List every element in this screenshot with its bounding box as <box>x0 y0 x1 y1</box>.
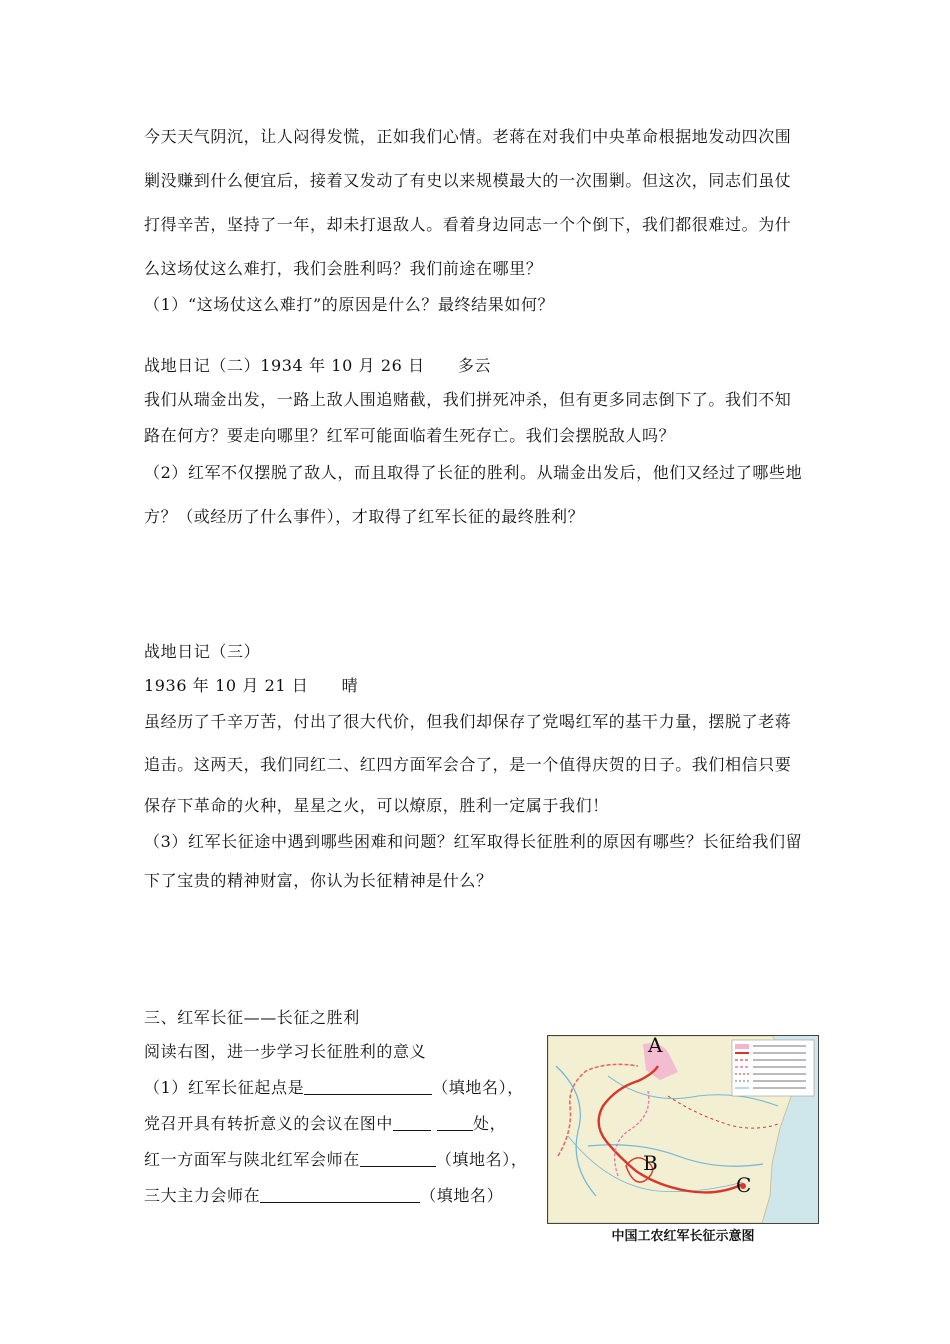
fill-4-suffix: （填地名） <box>420 1186 504 1205</box>
diary1-line-3: 打得辛苦，坚持了一年，却未打退敌人。看着身边同志一个个倒下，我们都很难过。为什 <box>144 215 792 234</box>
question-3-line-2: 下了宝贵的精神财富，你认为长征精神是什么？ <box>144 871 493 890</box>
fill-line-1 <box>144 1077 524 1099</box>
fill-3-suffix: （填地名）， <box>435 1150 528 1169</box>
diary3-title: 战地日记（三） <box>144 642 261 661</box>
fill-line-2 <box>144 1113 506 1135</box>
long-march-map-svg <box>548 1036 818 1223</box>
map-caption: 中国工农红军长征示意图 <box>611 1229 755 1244</box>
question-2-line-1: （2）红军不仅摆脱了敌人，而且取得了长征的胜利。从瑞金出发后，他们又经过了哪些地 <box>144 463 803 482</box>
blank-start-point[interactable] <box>304 1078 432 1095</box>
diary2-header: 战地日记（二）1934 年 10 月 26 日 多云 <box>144 356 492 375</box>
section-3-intro: 阅读右图，进一步学习长征胜利的意义 <box>144 1042 427 1061</box>
question-3-line-1: （3）红军长征途中遇到哪些困难和问题？红军取得长征胜利的原因有哪些？长征给我们留 <box>144 832 803 851</box>
question-1: （1）“这场仗这么难打”的原因是什么？最终结果如何？ <box>144 295 555 314</box>
long-march-map <box>547 1035 819 1224</box>
diary3-line-1: 虽经历了千辛万苦，付出了很大代价，但我们却保存了党喝红军的基干力量，摆脱了老蒋 <box>144 712 792 731</box>
map-label-b: B <box>643 1151 658 1175</box>
fill-line-3 <box>144 1149 527 1171</box>
fill-1-prefix: （1）红军长征起点是 <box>144 1078 305 1097</box>
blank-shaanbei-meeting[interactable] <box>360 1150 436 1167</box>
diary3-line-3: 保存下革命的火种，星星之火，可以燎原，胜利一定属于我们！ <box>144 796 609 815</box>
fill-line-4 <box>144 1185 503 1207</box>
diary3-line-2: 追击。这两天，我们同红二、红四方面军会合了，是一个值得庆贺的日子。我们相信只要 <box>144 755 792 774</box>
blank-meeting-b[interactable] <box>437 1114 473 1131</box>
map-label-c: C <box>736 1173 752 1197</box>
blank-meeting-a[interactable] <box>393 1114 431 1131</box>
blank-three-armies-meeting[interactable] <box>260 1186 420 1203</box>
fill-1-suffix: （填地名）， <box>432 1078 524 1097</box>
section-3-title: 三、红军长征——长征之胜利 <box>144 1008 360 1027</box>
diary2-line-2: 路在何方？要走向哪里？红军可能面临着生死存亡。我们会摆脱敌人吗？ <box>144 426 676 445</box>
fill-2-suffix: 处， <box>473 1114 507 1133</box>
map-label-a: A <box>648 1036 663 1057</box>
diary1-line-1: 今天天气阴沉，让人闷得发慌，正如我们心情。老蒋在对我们中央革命根据地发动四次围 <box>144 127 792 146</box>
diary1-line-4: 么这场仗这么难打，我们会胜利吗？我们前途在哪里？ <box>144 259 543 278</box>
fill-2-prefix: 党召开具有转折意义的会议在图中 <box>144 1114 394 1133</box>
diary1-line-2: 剿没赚到什么便宜后，接着又发动了有史以来规模最大的一次围剿。但这次，同志们虽仗 <box>144 171 792 190</box>
diary2-line-1: 我们从瑞金出发，一路上敌人围追赌截，我们拼死冲杀，但有更多同志倒下了。我们不知 <box>144 390 792 409</box>
fill-3-prefix: 红一方面军与陕北红军会师在 <box>144 1150 360 1169</box>
diary3-date: 1936 年 10 月 21 日 晴 <box>144 676 359 695</box>
question-2-line-2: 方？（或经历了什么事件），才取得了红军长征的最终胜利？ <box>144 507 585 526</box>
fill-4-prefix: 三大主力会师在 <box>144 1186 261 1205</box>
